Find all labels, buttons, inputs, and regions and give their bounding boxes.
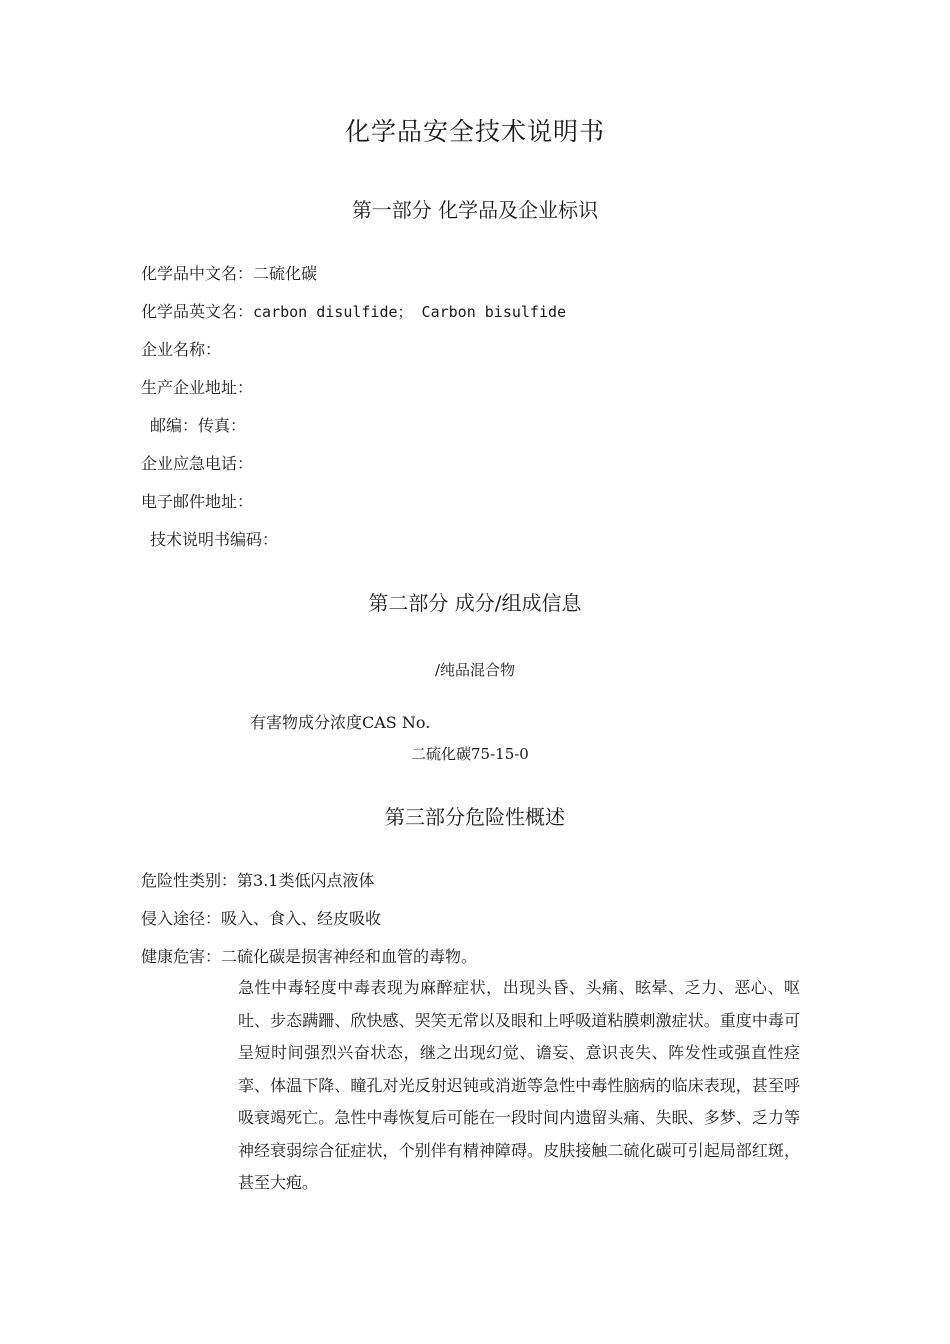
health-hazard-detail: 急性中毒轻度中毒表现为麻醉症状，出现头昏、头痛、眩晕、乏力、恶心、呕吐、步态蹒跚、欣快感、哭笑无常以及眼和上呼吸道粘膜刺激症状。重度中毒可呈短时间强烈兴奋状态，继之出现幻觉、谵妄、意识丧失、阵发性或强直性痉挛、体温下降、瞳孔对光反射迟钝或消逝等急性中毒性脑病的临床表现，甚至呼吸衰竭死亡。急性中毒恢复后可能在一段时间内遗留头痛、失眠、多梦、乏力等神经衰弱综合征症状，个别伴有精神障碍。皮肤接触二硫化碳可引起局部红斑，甚至大疱。 <box>238 978 800 1192</box>
section2-heading: 第二部分 成分/组成信息 <box>368 591 582 615</box>
hazard-class-row <box>141 868 374 891</box>
health-hazard-value: 二硫化碳是损害神经和血管的毒物。 <box>221 947 478 966</box>
hazard-class-label: 危险性类别： <box>141 871 238 890</box>
pure-mixture-label: /纯品混合物 <box>434 661 516 679</box>
health-hazard-row <box>141 944 477 967</box>
en-name-row <box>141 299 566 322</box>
company-address-label: 生产企业地址： <box>141 378 254 397</box>
composition-table-header: 有害物成分浓度CAS No. <box>250 713 431 732</box>
email-label: 电子邮件地址： <box>141 492 254 511</box>
cn-name-label: 化学品中文名： <box>141 264 254 283</box>
section3-heading: 第三部分危险性概述 <box>385 805 565 829</box>
exposure-route-value: 吸入、食入、经皮吸收 <box>221 909 382 928</box>
company-name-label: 企业名称： <box>141 340 222 359</box>
emergency-phone-label: 企业应急电话： <box>141 454 254 473</box>
cn-name-value: 二硫化碳 <box>253 264 318 283</box>
exposure-route-label: 侵入途径： <box>141 909 222 928</box>
en-name-value: carbon disulfide； Carbon bisulfide <box>253 303 567 321</box>
postcode-fax-label: 邮编：传真： <box>150 416 247 435</box>
document-title: 化学品安全技术说明书 <box>344 117 605 146</box>
hazard-class-value: 第3.1类低闪点液体 <box>237 871 375 890</box>
msds-code-label: 技术说明书编码： <box>150 530 279 549</box>
cn-name-row <box>141 261 317 284</box>
en-name-label: 化学品英文名： <box>141 302 254 321</box>
health-hazard-label: 健康危害： <box>141 947 222 966</box>
composition-table-row: 二硫化碳75-15-0 <box>411 745 529 763</box>
section1-heading: 第一部分 化学品及企业标识 <box>351 198 599 222</box>
exposure-route-row <box>141 906 381 929</box>
